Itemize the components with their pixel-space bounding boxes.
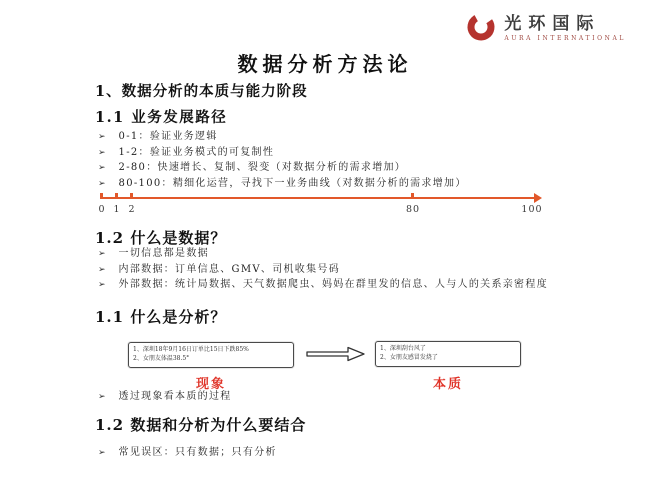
bullet-list-analysis: [98, 392, 232, 402]
timeline-label: 2: [128, 204, 136, 215]
arrow-bullet-icon: ➢: [98, 264, 106, 275]
arrow-bullet-icon: ➢: [98, 448, 106, 458]
bullet-text: 内部数据：订单信息、GMV、司机收集号码: [118, 263, 340, 275]
heading-1-2-combine: 1.2 数据和分析为什么要结合: [95, 416, 307, 434]
bullet-list-combine: [98, 448, 277, 458]
essence-label: 本质: [432, 377, 463, 392]
list-item: [98, 249, 548, 259]
arrow-bullet-icon: ➢: [98, 392, 106, 402]
arrow-bullet-icon: ➢: [98, 147, 106, 158]
heading-1-1-path: 1.1 业务发展路径: [95, 109, 228, 126]
page-title: 数据分析方法论: [237, 52, 413, 76]
timeline-tick: [411, 193, 414, 199]
arrow-bullet-icon: ➢: [98, 178, 106, 189]
bullet-list-business-path: [98, 132, 467, 189]
heading-1-1-analysis: 1.1 什么是分析？: [95, 308, 227, 326]
timeline-line: [100, 197, 536, 199]
essence-line: 2、女朋友感冒发烧了: [380, 354, 438, 361]
bullet-text: 常见误区：只有数据；只有分析: [118, 447, 277, 458]
right-block-arrow-icon: [304, 344, 368, 368]
list-item: [98, 148, 467, 158]
list-item: [98, 179, 467, 189]
list-item: [98, 392, 232, 402]
phenomenon-line: 1、深圳18年9月16日订单比15日下跌85%: [133, 346, 249, 353]
arrow-bullet-icon: ➢: [98, 132, 106, 142]
list-item: [98, 448, 277, 458]
arrow-bullet-icon: ➢: [98, 249, 106, 259]
heading-1-2-data: 1.2 什么是数据？: [95, 229, 227, 247]
logo-name-en: AURA INTERNATIONAL: [504, 34, 626, 42]
bullet-text: 80-100：精细化运营，寻找下一业务曲线（对数据分析的需求增加）: [118, 177, 467, 189]
logo-name-cn: 光环国际: [504, 13, 601, 34]
list-item: [98, 132, 467, 142]
timeline-label: 0: [98, 204, 106, 215]
list-item: [98, 163, 467, 173]
phenomenon-box: [128, 342, 294, 368]
logo: [465, 10, 626, 46]
bullet-text: 透过现象看本质的过程: [118, 391, 232, 402]
timeline-label: 100: [521, 204, 543, 215]
bullet-list-what-is-data: [98, 249, 548, 290]
arrow-bullet-icon: ➢: [98, 163, 106, 173]
bullet-text: 外部数据：统计局数据、天气数据爬虫、妈妈在群里发的信息、人与人的关系亲密程度: [118, 279, 548, 290]
heading-section-1: 1、数据分析的本质与能力阶段: [95, 83, 308, 100]
timeline-tick: [130, 193, 133, 199]
bullet-text: 1-2：验证业务模式的可复制性: [118, 146, 275, 158]
bullet-text: 2-80：快速增长、复制、裂变（对数据分析的需求增加）: [118, 162, 407, 173]
phenomenon-label: 现象: [195, 377, 226, 392]
timeline-label: 80: [405, 204, 421, 215]
list-item: [98, 265, 548, 275]
phenomenon-line: 2、女朋友体温38.5°: [133, 355, 190, 362]
logo-text: [504, 15, 626, 42]
arrow-bullet-icon: ➢: [98, 280, 106, 290]
essence-box: [375, 341, 521, 367]
aura-swirl-icon: [465, 10, 497, 46]
list-item: [98, 280, 548, 290]
bullet-text: 0-1：验证业务逻辑: [118, 131, 218, 142]
timeline-tick: [115, 193, 118, 199]
essence-line: 1、深圳刮台风了: [380, 345, 426, 352]
timeline-label: 1: [113, 204, 121, 215]
phenomenon-essence-diagram: [128, 340, 528, 392]
timeline-axis: [100, 191, 542, 217]
timeline-arrowhead-icon: [534, 193, 542, 203]
bullet-text: 一切信息都是数据: [118, 248, 209, 259]
timeline-tick: [100, 193, 103, 199]
